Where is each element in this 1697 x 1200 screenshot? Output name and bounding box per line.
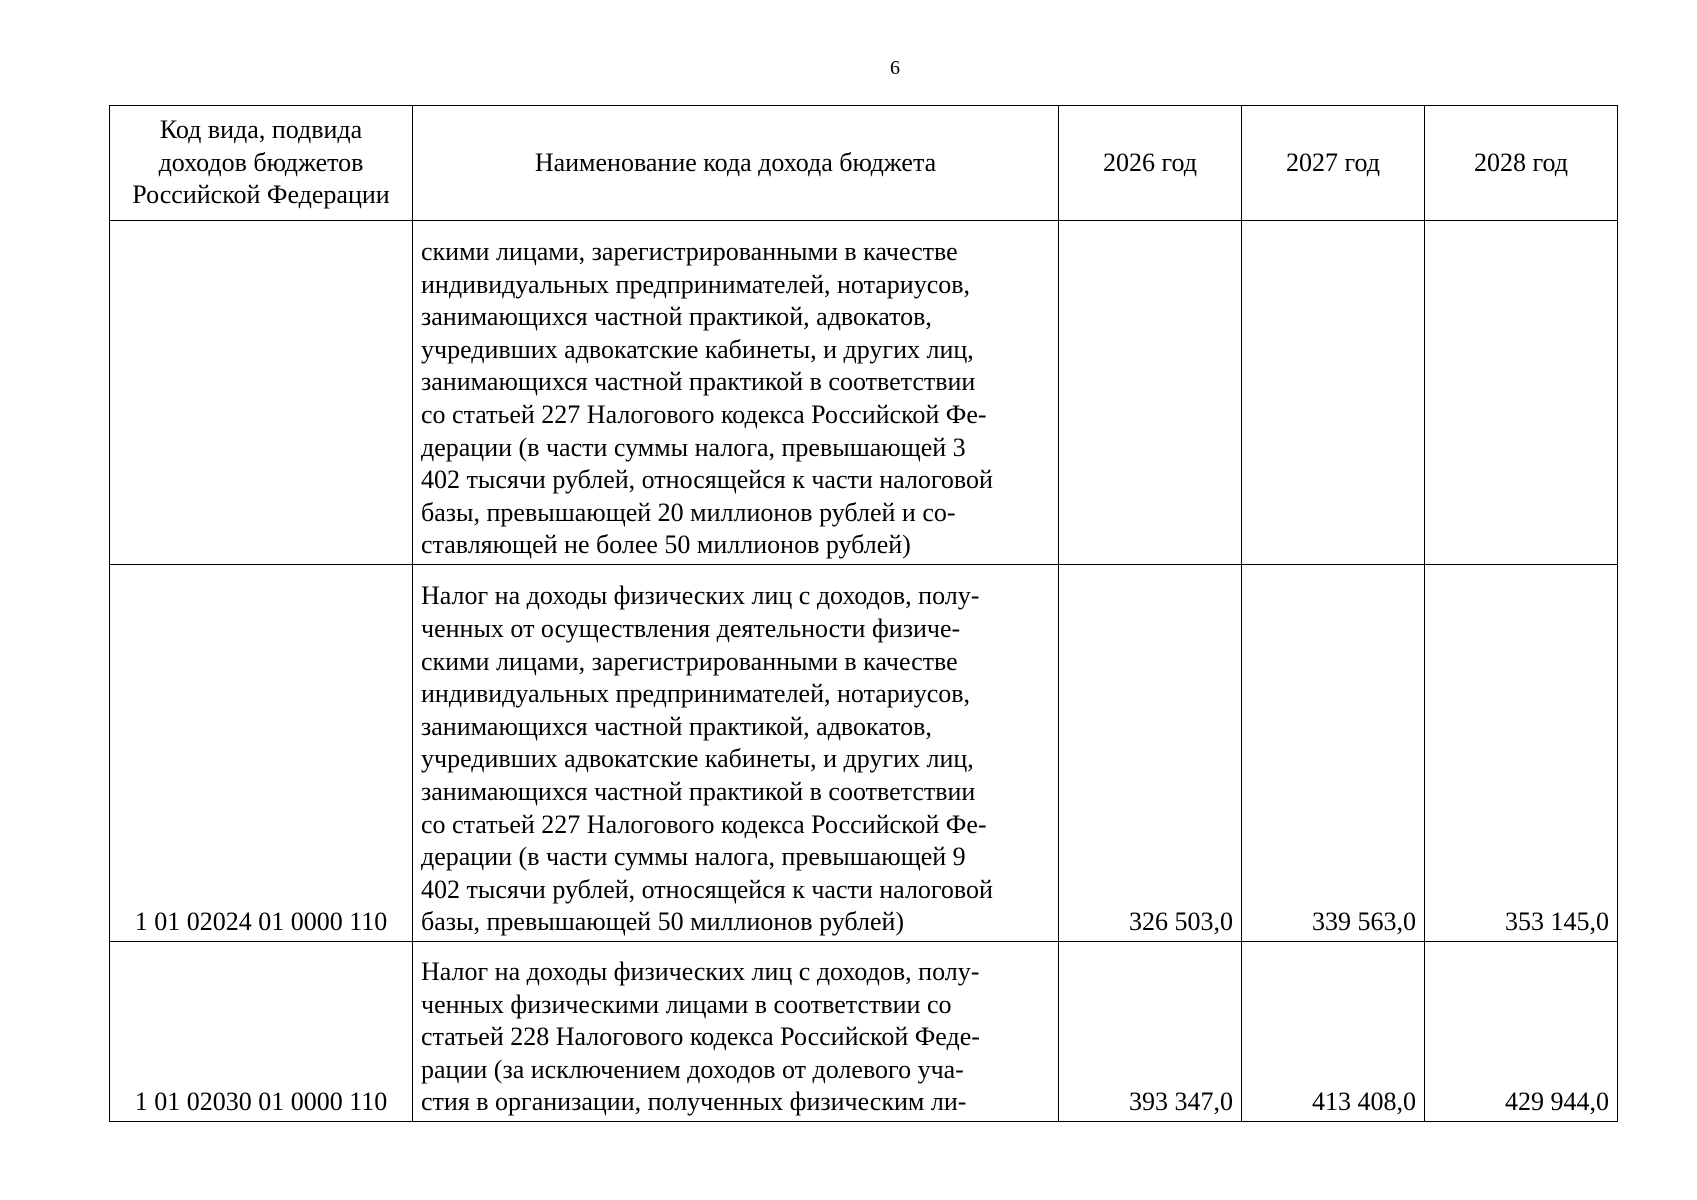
row-value-2027: [1242, 221, 1425, 565]
row-value-2026: [1059, 221, 1242, 565]
header-code: Код вида, подвида доходов бюджетов Российской Федерации: [110, 106, 413, 221]
row-name: [413, 221, 1059, 565]
page-number: 6: [890, 57, 900, 79]
table-row: [110, 221, 1618, 565]
row-name-line: со статьей 227 Налогового кодекса Российской Фе-: [421, 400, 987, 430]
row-name-line: дерации (в части суммы налога, превышающей 3: [421, 432, 966, 462]
row-value-2026: 393 347,0: [1059, 942, 1242, 1122]
table-row: [110, 942, 1618, 1122]
row-name-line: учредивших адвокатские кабинеты, и других лиц,: [421, 744, 974, 774]
row-name-line: стия в организации, полученных физическим ли-: [421, 1087, 967, 1117]
row-name-line: 402 тысячи рублей, относящейся к части налоговой: [421, 465, 993, 495]
row-name-line: индивидуальных предпринимателей, нотариусов,: [421, 679, 971, 709]
row-name-line: ченных физическими лицами в соответствии со: [421, 989, 952, 1019]
row-code: 1 01 02030 01 0000 110: [110, 942, 413, 1122]
row-name-line: скими лицами, зарегистрированными в качестве: [421, 237, 958, 267]
row-value-2027: 413 408,0: [1242, 942, 1425, 1122]
row-name-line: занимающихся частной практикой в соответствии: [421, 777, 976, 807]
row-name-line: ставляющей не более 50 миллионов рублей): [421, 530, 911, 560]
row-name-line: занимающихся частной практикой, адвокатов,: [421, 711, 932, 741]
header-name: Наименование кода дохода бюджета: [413, 106, 1059, 221]
budget-revenue-table: [109, 105, 1618, 1122]
row-name-line: статьей 228 Налогового кодекса Российской Феде-: [421, 1022, 980, 1052]
row-name-line: ченных от осуществления деятельности физиче-: [421, 614, 961, 644]
row-name-line: со статьей 227 Налогового кодекса Российской Фе-: [421, 809, 987, 839]
row-name-line: скими лицами, зарегистрированными в качестве: [421, 646, 958, 676]
header-2028: 2028 год: [1425, 106, 1618, 221]
table-header-row: [110, 106, 1618, 221]
row-value-2028: [1425, 221, 1618, 565]
table-row: [110, 565, 1618, 942]
row-code: 1 01 02024 01 0000 110: [110, 565, 413, 942]
row-name: [413, 565, 1059, 942]
row-name-line: занимающихся частной практикой, адвокатов,: [421, 302, 932, 332]
row-value-2028: 353 145,0: [1425, 565, 1618, 942]
row-name-line: 402 тысячи рублей, относящейся к части налоговой: [421, 874, 993, 904]
row-name-line: базы, превышающей 50 миллионов рублей): [421, 907, 905, 937]
row-name-line: дерации (в части суммы налога, превышающей 9: [421, 842, 966, 872]
row-name-line: рации (за исключением доходов от долевого уча-: [421, 1054, 964, 1084]
row-code: [110, 221, 413, 565]
row-name-line: занимающихся частной практикой в соответствии: [421, 367, 976, 397]
row-value-2027: 339 563,0: [1242, 565, 1425, 942]
row-name-line: индивидуальных предпринимателей, нотариусов,: [421, 269, 971, 299]
row-name-line: Налог на доходы физических лиц с доходов, полу-: [421, 581, 980, 611]
row-name-line: базы, превышающей 20 миллионов рублей и со-: [421, 497, 956, 527]
row-value-2028: 429 944,0: [1425, 942, 1618, 1122]
row-value-2026: 326 503,0: [1059, 565, 1242, 942]
header-2027: 2027 год: [1242, 106, 1425, 221]
header-2026: 2026 год: [1059, 106, 1242, 221]
row-name-line: Налог на доходы физических лиц с доходов, полу-: [421, 957, 980, 987]
row-name-line: учредивших адвокатские кабинеты, и других лиц,: [421, 334, 974, 364]
row-name: [413, 942, 1059, 1122]
